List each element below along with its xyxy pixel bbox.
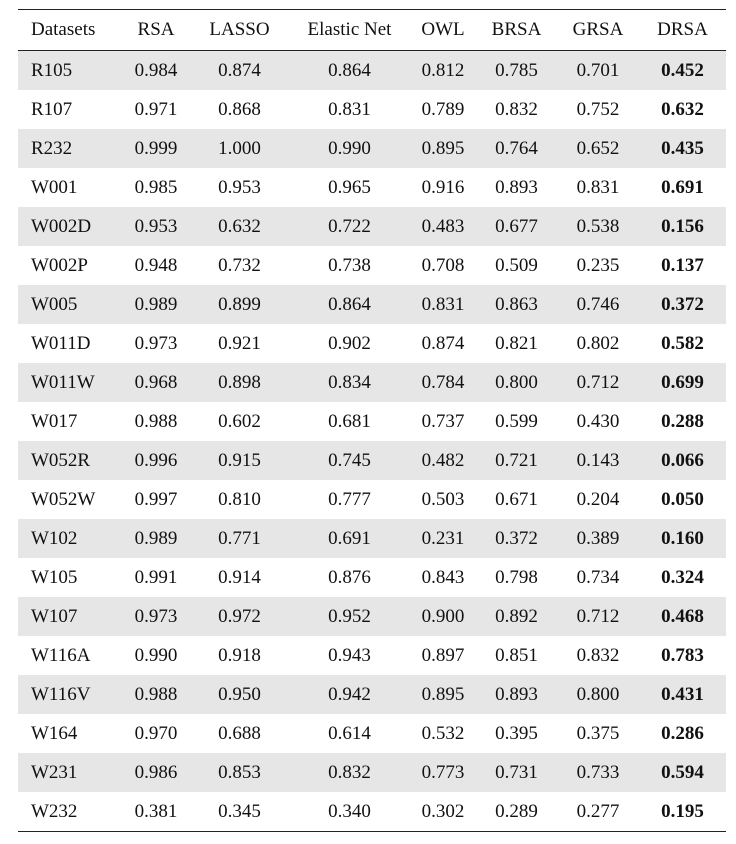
column-header: Datasets [31, 19, 96, 40]
value-cell: 0.831 [328, 98, 371, 120]
value-cell: 0.722 [289, 207, 410, 246]
value-cell: 0.204 [576, 488, 620, 510]
table-row [18, 246, 726, 285]
value-cell: 0.652 [557, 129, 639, 168]
value-cell: 0.372 [639, 285, 726, 324]
table-row [18, 207, 726, 246]
table-row [18, 285, 726, 324]
column-header: BRSA [491, 19, 542, 40]
value-cell: 0.632 [661, 98, 704, 120]
value-cell: 0.984 [122, 51, 190, 91]
value-cell: 0.997 [134, 488, 178, 510]
value-cell: 0.389 [557, 519, 639, 558]
value-cell: 0.916 [421, 176, 465, 198]
dataset-name-cell: W017 [31, 410, 78, 432]
value-cell: 0.798 [495, 566, 538, 588]
value-cell: 0.874 [421, 332, 465, 354]
value-cell: 0.712 [557, 363, 639, 402]
value-cell: 0.868 [218, 98, 261, 120]
value-cell: 0.832 [495, 98, 538, 120]
value-cell: 0.948 [134, 254, 178, 276]
value-cell: 0.602 [218, 410, 261, 432]
dataset-name-cell: W116V [18, 675, 122, 714]
value-cell: 0.991 [134, 566, 178, 588]
value-cell: 0.942 [289, 675, 410, 714]
column-header: Elastic Net [307, 19, 392, 40]
value-cell: 0.989 [122, 519, 190, 558]
value-cell: 0.914 [218, 566, 261, 588]
value-cell: 0.340 [328, 800, 371, 822]
value-cell: 0.783 [661, 644, 704, 666]
table-row [18, 753, 726, 792]
value-cell: 0.482 [410, 441, 476, 480]
table-row [18, 129, 726, 168]
value-cell: 0.950 [190, 675, 289, 714]
dataset-name-cell: W102 [18, 519, 122, 558]
value-cell: 0.431 [639, 675, 726, 714]
value-cell: 0.952 [289, 597, 410, 636]
table-row [18, 441, 726, 480]
value-cell: 0.985 [134, 176, 178, 198]
value-cell: 0.986 [122, 753, 190, 792]
value-cell: 0.965 [328, 176, 371, 198]
value-cell: 0.918 [218, 644, 261, 666]
value-cell: 0.971 [134, 98, 178, 120]
value-cell: 0.732 [218, 254, 261, 276]
dataset-name-cell: W005 [18, 285, 122, 324]
value-cell: 1.000 [190, 129, 289, 168]
value-cell: 0.802 [576, 332, 620, 354]
dataset-name-cell: W002P [31, 254, 88, 276]
value-cell: 0.800 [557, 675, 639, 714]
value-cell: 0.737 [421, 410, 465, 432]
value-cell: 0.832 [289, 753, 410, 792]
table-row [18, 480, 726, 519]
table-row [18, 363, 726, 402]
value-cell: 0.851 [495, 644, 538, 666]
value-cell: 0.899 [190, 285, 289, 324]
value-cell: 0.821 [495, 332, 538, 354]
dataset-name-cell: R232 [18, 129, 122, 168]
value-cell: 0.430 [576, 410, 620, 432]
value-cell: 0.973 [122, 597, 190, 636]
column-header: LASSO [209, 19, 270, 40]
dataset-name-cell: W232 [31, 800, 78, 822]
value-cell: 0.853 [190, 753, 289, 792]
value-cell: 0.160 [639, 519, 726, 558]
table-row [18, 714, 726, 753]
results-table [18, 9, 726, 832]
value-cell: 0.721 [476, 441, 557, 480]
table-row [18, 675, 726, 714]
value-cell: 0.876 [328, 566, 371, 588]
value-cell: 0.784 [410, 363, 476, 402]
results-table-container [18, 9, 726, 832]
value-cell: 0.372 [476, 519, 557, 558]
value-cell: 0.990 [289, 129, 410, 168]
value-cell: 0.800 [476, 363, 557, 402]
value-cell: 0.898 [190, 363, 289, 402]
value-cell: 0.863 [476, 285, 557, 324]
value-cell: 0.999 [122, 129, 190, 168]
table-row [18, 90, 726, 129]
value-cell: 0.832 [576, 644, 620, 666]
value-cell: 0.834 [289, 363, 410, 402]
table-row [18, 558, 726, 597]
value-cell: 0.688 [218, 722, 261, 744]
value-cell: 0.812 [410, 51, 476, 91]
value-cell: 0.843 [421, 566, 465, 588]
table-row [18, 51, 726, 91]
dataset-name-cell: W052R [18, 441, 122, 480]
value-cell: 0.286 [661, 722, 704, 744]
value-cell: 0.137 [661, 254, 704, 276]
value-cell: 0.943 [328, 644, 371, 666]
value-cell: 0.895 [410, 675, 476, 714]
table-row [18, 324, 726, 363]
header-row [18, 10, 726, 51]
dataset-name-cell: W011D [31, 332, 91, 354]
value-cell: 0.745 [289, 441, 410, 480]
value-cell: 0.435 [639, 129, 726, 168]
value-cell: 0.893 [476, 675, 557, 714]
dataset-name-cell: W011W [18, 363, 122, 402]
value-cell: 0.614 [328, 722, 371, 744]
value-cell: 0.677 [476, 207, 557, 246]
value-cell: 0.785 [476, 51, 557, 91]
table-row [18, 792, 726, 832]
value-cell: 0.302 [421, 800, 465, 822]
value-cell: 0.050 [661, 488, 704, 510]
value-cell: 0.468 [639, 597, 726, 636]
value-cell: 0.066 [639, 441, 726, 480]
value-cell: 0.289 [495, 800, 538, 822]
value-cell: 0.892 [476, 597, 557, 636]
value-cell: 0.277 [576, 800, 620, 822]
value-cell: 0.143 [557, 441, 639, 480]
value-cell: 0.996 [122, 441, 190, 480]
value-cell: 0.988 [134, 410, 178, 432]
value-cell: 0.921 [218, 332, 261, 354]
value-cell: 0.953 [218, 176, 261, 198]
value-cell: 0.599 [495, 410, 538, 432]
table-body [18, 51, 726, 832]
value-cell: 0.483 [410, 207, 476, 246]
value-cell: 0.452 [639, 51, 726, 91]
value-cell: 0.632 [190, 207, 289, 246]
value-cell: 0.831 [410, 285, 476, 324]
column-header: OWL [421, 19, 465, 40]
value-cell: 0.538 [557, 207, 639, 246]
value-cell: 0.708 [421, 254, 465, 276]
value-cell: 0.972 [190, 597, 289, 636]
value-cell: 0.375 [576, 722, 620, 744]
dataset-name-cell: R105 [18, 51, 122, 91]
value-cell: 0.288 [661, 410, 704, 432]
value-cell: 0.195 [661, 800, 704, 822]
table-row [18, 636, 726, 675]
value-cell: 0.988 [122, 675, 190, 714]
value-cell: 0.509 [495, 254, 538, 276]
value-cell: 0.671 [495, 488, 538, 510]
value-cell: 0.532 [421, 722, 465, 744]
value-cell: 0.773 [410, 753, 476, 792]
value-cell: 0.731 [476, 753, 557, 792]
value-cell: 0.345 [218, 800, 261, 822]
dataset-name-cell: W231 [18, 753, 122, 792]
value-cell: 0.831 [576, 176, 620, 198]
value-cell: 0.915 [190, 441, 289, 480]
value-cell: 0.752 [576, 98, 620, 120]
value-cell: 0.503 [421, 488, 465, 510]
value-cell: 0.746 [557, 285, 639, 324]
value-cell: 0.874 [190, 51, 289, 91]
value-cell: 0.594 [639, 753, 726, 792]
value-cell: 0.156 [639, 207, 726, 246]
dataset-name-cell: W107 [18, 597, 122, 636]
column-header: DRSA [657, 19, 708, 40]
value-cell: 0.691 [661, 176, 704, 198]
dataset-name-cell: W164 [31, 722, 78, 744]
dataset-name-cell: W105 [31, 566, 78, 588]
value-cell: 0.699 [639, 363, 726, 402]
value-cell: 0.893 [495, 176, 538, 198]
dataset-name-cell: W002D [18, 207, 122, 246]
value-cell: 0.777 [328, 488, 371, 510]
table-row [18, 519, 726, 558]
value-cell: 0.895 [410, 129, 476, 168]
column-header: RSA [137, 19, 175, 40]
value-cell: 0.810 [218, 488, 261, 510]
value-cell: 0.691 [289, 519, 410, 558]
value-cell: 0.733 [557, 753, 639, 792]
dataset-name-cell: W116A [31, 644, 91, 666]
value-cell: 0.864 [289, 285, 410, 324]
value-cell: 0.989 [122, 285, 190, 324]
value-cell: 0.701 [557, 51, 639, 91]
value-cell: 0.681 [328, 410, 371, 432]
value-cell: 0.231 [410, 519, 476, 558]
dataset-name-cell: W001 [31, 176, 78, 198]
value-cell: 0.902 [328, 332, 371, 354]
value-cell: 0.712 [557, 597, 639, 636]
table-row [18, 402, 726, 441]
value-cell: 0.897 [421, 644, 465, 666]
value-cell: 0.953 [122, 207, 190, 246]
value-cell: 0.738 [328, 254, 371, 276]
column-header: GRSA [572, 19, 624, 40]
value-cell: 0.324 [661, 566, 704, 588]
value-cell: 0.734 [576, 566, 620, 588]
table-header [18, 10, 726, 51]
value-cell: 0.381 [134, 800, 178, 822]
value-cell: 0.970 [134, 722, 178, 744]
value-cell: 0.973 [134, 332, 178, 354]
table-row [18, 597, 726, 636]
value-cell: 0.582 [661, 332, 704, 354]
value-cell: 0.900 [410, 597, 476, 636]
value-cell: 0.771 [190, 519, 289, 558]
value-cell: 0.395 [495, 722, 538, 744]
value-cell: 0.968 [122, 363, 190, 402]
dataset-name-cell: W052W [31, 488, 96, 510]
value-cell: 0.789 [421, 98, 465, 120]
value-cell: 0.990 [134, 644, 178, 666]
value-cell: 0.764 [476, 129, 557, 168]
table-row [18, 168, 726, 207]
dataset-name-cell: R107 [31, 98, 73, 120]
value-cell: 0.864 [289, 51, 410, 91]
value-cell: 0.235 [576, 254, 620, 276]
